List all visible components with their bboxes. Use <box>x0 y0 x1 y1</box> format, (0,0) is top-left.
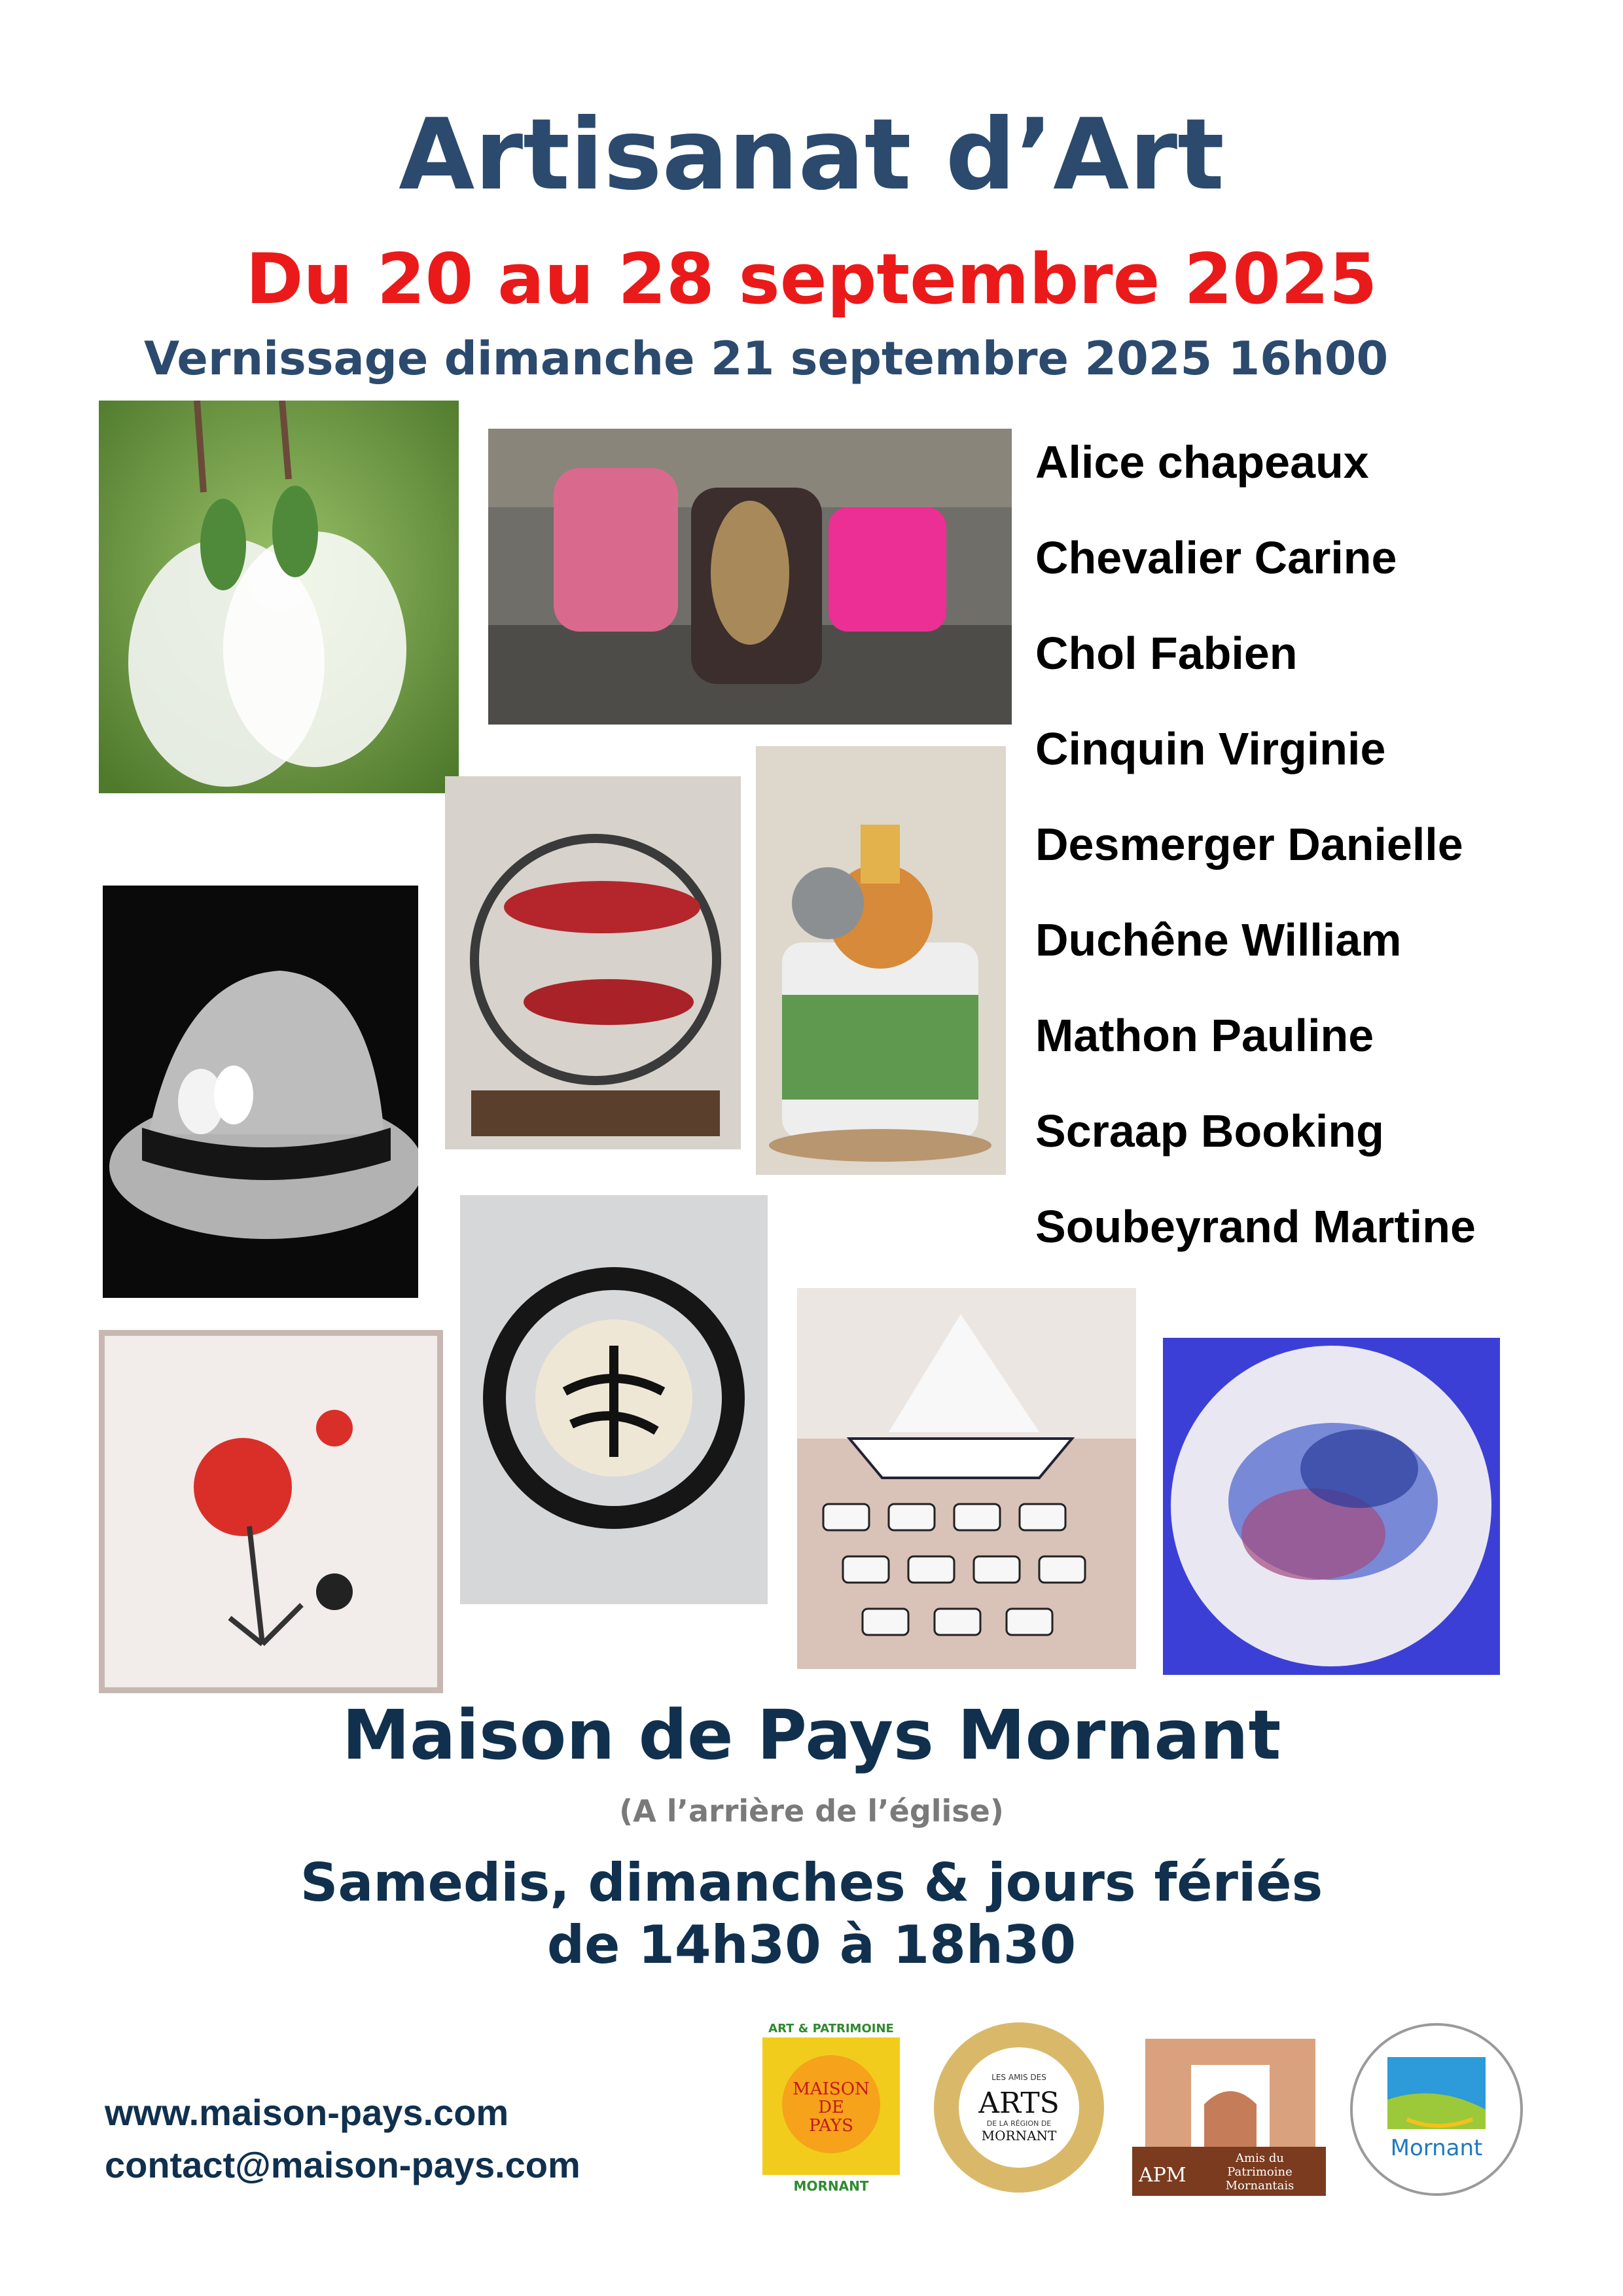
artist-item: Chevalier Carine <box>1035 532 1397 583</box>
logo-text: Mornant <box>1390 2135 1483 2161</box>
opening-days: Samedis, dimanches & jours fériés <box>300 1852 1323 1913</box>
photo-hat <box>103 886 418 1298</box>
artist-item: Scraap Booking <box>1035 1105 1384 1157</box>
photo-paper-boats <box>797 1288 1136 1669</box>
event-dates: Du 20 au 28 septembre 2025 <box>245 239 1378 319</box>
vernissage-line: Vernissage dimanche 21 septembre 2025 16h00 <box>144 332 1389 386</box>
photo-leather-wallets <box>488 429 1012 725</box>
maison-de-pays-logo <box>759 2019 903 2196</box>
photo-poppy-plate <box>99 1330 443 1693</box>
mornant-town-logo <box>1348 2021 1525 2198</box>
logo-text: ARTS <box>978 2087 1060 2120</box>
photo-clock <box>460 1195 768 1604</box>
logo-text: LES AMIS DES <box>991 2073 1046 2082</box>
poster-title: Artisanat d’Art <box>399 98 1224 212</box>
photo-fluid-art <box>1163 1338 1500 1675</box>
artist-item: Alice chapeaux <box>1035 437 1369 488</box>
artist-item: Duchêne William <box>1035 914 1402 965</box>
logo-text: MORNANT <box>981 2128 1057 2144</box>
logo-text: MAISON <box>793 2079 870 2099</box>
apm-logo <box>1132 2026 1326 2196</box>
logo-text: DE LA RÉGION DE <box>986 2119 1052 2128</box>
artist-item: Chol Fabien <box>1035 628 1298 679</box>
artist-item: Desmerger Danielle <box>1035 819 1463 870</box>
logo-text: Amis du <box>1236 2151 1284 2165</box>
logo-text: ART & PATRIMOINE <box>768 2022 894 2036</box>
photo-feather-earrings <box>99 401 459 793</box>
logo-text: MORNANT <box>793 2178 869 2194</box>
amis-des-arts-logo <box>933 2021 1106 2195</box>
photo-lion-cake <box>756 746 1006 1175</box>
logo-text: DE <box>818 2098 844 2117</box>
logo-text: APM <box>1139 2164 1186 2187</box>
logo-text: Mornantais <box>1225 2179 1294 2193</box>
opening-hours: de 14h30 à 18h30 <box>546 1914 1077 1975</box>
logo-text: PAYS <box>809 2116 853 2136</box>
artist-item: Soubeyrand Martine <box>1035 1201 1476 1252</box>
artist-item: Cinquin Virginie <box>1035 723 1386 774</box>
logo-text: Patrimoine <box>1227 2165 1293 2179</box>
artist-list <box>1035 425 1476 1285</box>
venue-name: Maison de Pays Mornant <box>342 1695 1281 1775</box>
website-link[interactable]: www.maison-pays.com <box>105 2092 509 2133</box>
email-link[interactable]: contact@maison-pays.com <box>105 2144 580 2185</box>
artist-item: Mathon Pauline <box>1035 1010 1374 1061</box>
photo-bonsai-lamp <box>445 776 741 1149</box>
venue-note: (A l’arrière de l’église) <box>619 1793 1004 1829</box>
